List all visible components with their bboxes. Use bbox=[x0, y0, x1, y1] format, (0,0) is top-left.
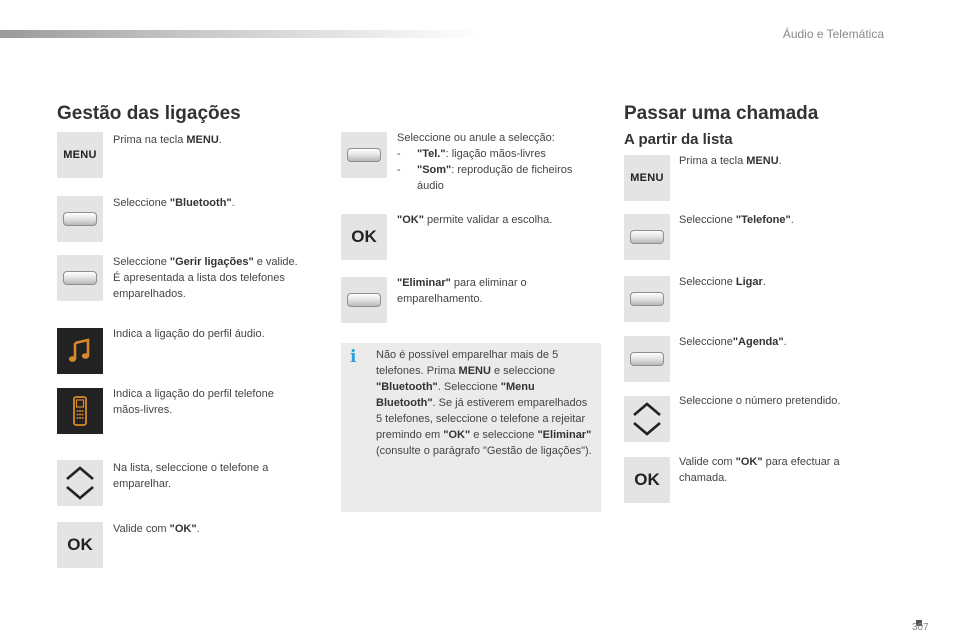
step-text: Seleccione o número pretendido. bbox=[679, 395, 841, 407]
button-icon bbox=[57, 196, 103, 242]
step-text: Prima a tecla MENU. bbox=[679, 155, 782, 167]
menu-key-icon: MENU bbox=[624, 155, 670, 201]
info-icon: i bbox=[350, 347, 357, 367]
top-gradient-bar bbox=[0, 30, 480, 38]
title-make-call: Passar uma chamada bbox=[624, 103, 819, 124]
music-note-icon bbox=[57, 328, 103, 374]
menu-key-icon: MENU bbox=[57, 132, 103, 178]
step-text: Seleccione"Agenda". bbox=[679, 336, 787, 348]
select-toggle-text: Seleccione ou anule a selecção: - "Tel.": ligação mãos-livres - "Som": reprodução de ficheiros áudio bbox=[397, 132, 573, 192]
step-text: Valide com "OK". bbox=[113, 523, 200, 535]
step-text: Indica a ligação do perfil áudio. bbox=[113, 328, 265, 340]
ok-key-icon: OK bbox=[57, 522, 103, 568]
button-icon bbox=[624, 276, 670, 322]
up-down-arrows-icon bbox=[624, 396, 670, 442]
mobile-phone-icon bbox=[57, 388, 103, 434]
step-text: Seleccione "Bluetooth". bbox=[113, 197, 235, 209]
step-text: Prima na tecla MENU. bbox=[113, 134, 222, 146]
section-header: Áudio e Telemática bbox=[782, 27, 884, 41]
ok-key-icon: OK bbox=[341, 214, 387, 260]
button-icon bbox=[341, 277, 387, 323]
step-text: Seleccione "Telefone". bbox=[679, 214, 794, 226]
step-text: Valide com "OK" para efectuar a chamada. bbox=[679, 456, 840, 484]
info-text: Não é possível emparelhar mais de 5 telefones. Prima MENU e seleccione "Bluetooth". Seleccione "Menu Bluetooth". Se já estiverem emparelhados 5 telefones, seleccione o telefone a rejeitar premindo em "OK" e seleccione "Eliminar" (consulte o parágrafo "Gestão de ligações"). bbox=[376, 349, 592, 457]
up-down-arrows-icon bbox=[57, 460, 103, 506]
button-icon bbox=[624, 214, 670, 260]
step-text: Seleccione Ligar. bbox=[679, 276, 766, 288]
ok-key-icon: OK bbox=[624, 457, 670, 503]
step-text: Seleccione "Gerir ligações" e valide. É apresentada a lista dos telefones emparelhados. bbox=[113, 256, 298, 300]
delete-text: "Eliminar" para eliminar o emparelhamento. bbox=[397, 277, 527, 305]
step-text: Indica a ligação do perfil telefone mãos-livres. bbox=[113, 388, 274, 416]
ok-text: "OK" permite validar a escolha. bbox=[397, 214, 553, 226]
subtitle-from-list: A partir da lista bbox=[624, 131, 733, 148]
page-number: 307 bbox=[912, 622, 929, 633]
title-call-management: Gestão das ligações bbox=[57, 103, 241, 124]
button-icon bbox=[624, 336, 670, 382]
button-icon bbox=[57, 255, 103, 301]
step-text: Na lista, seleccione o telefone a emparelhar. bbox=[113, 462, 269, 490]
button-icon bbox=[341, 132, 387, 178]
